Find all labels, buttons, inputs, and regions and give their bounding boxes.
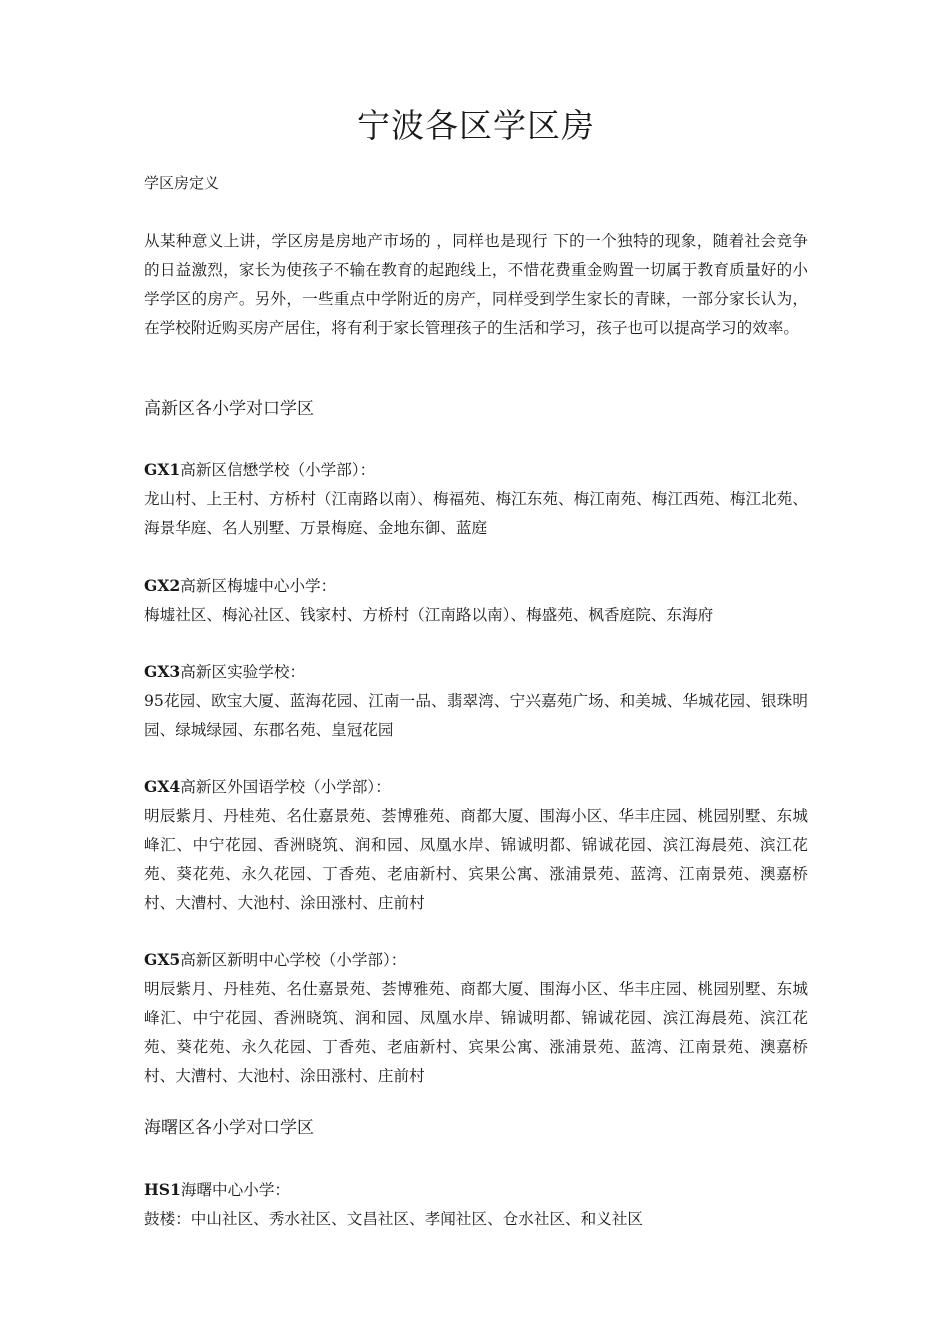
school-code: GX3 xyxy=(144,662,181,681)
school-code: GX4 xyxy=(144,777,181,796)
school-areas: 梅墟社区、梅沁社区、钱家村、方桥村（江南路以南）、梅盛苑、枫香庭院、东海府 xyxy=(144,606,714,624)
school-areas: 鼓楼：中山社区、秀水社区、文昌社区、孝闻社区、仓水社区、和义社区 xyxy=(144,1210,644,1228)
school-code: GX2 xyxy=(144,576,181,595)
school-areas: 龙山村、上王村、方桥村（江南路以南）、梅福苑、梅江东苑、梅江南苑、梅江西苑、梅江北苑、海景华庭、名人别墅、万景梅庭、金地东御、蓝庭 xyxy=(144,490,808,537)
definition-label: 学区房定义 xyxy=(144,174,220,192)
school-name xyxy=(144,657,808,687)
definition-paragraph: 从某种意义上讲，学区房是房地产市场的 ，同样也是现行 下的一个独特的现象，随着社会竞争的日益激烈，家长为使孩子不输在教育的起跑线上，不惜花费重金购置一切属于教育质量好的小学学区的房产。另外，一些重点中学附近的房产，同样受到学生家长的青睐，一部分家长认为，在学校附近购买房产居住，将有利于家长管理孩子的生活和学习，孩子也可以提高学习的效率。 xyxy=(144,232,808,337)
school-areas: 明辰紫月、丹桂苑、名仕嘉景苑、荟博雅苑、商都大厦、围海小区、华丰庄园、桃园别墅、东城峰汇、中宁花园、香洲晓筑、润和园、凤凰水岸、锦诚明都、锦诚花园、滨江海晨苑、滨江花苑、葵花苑、永久花园、丁香苑、老庙新村、宾果公寓、涨浦景苑、蓝湾、江南景苑、澳嘉桥村、大漕村、大池村、涂田涨村、庄前村 xyxy=(144,980,808,1085)
school-areas: 明辰紫月、丹桂苑、名仕嘉景苑、荟博雅苑、商都大厦、围海小区、华丰庄园、桃园别墅、东城峰汇、中宁花园、香洲晓筑、润和园、凤凰水岸、锦诚明都、锦诚花园、滨江海晨苑、滨江花苑、葵花苑、永久花园、丁香苑、老庙新村、宾果公寓、涨浦景苑、蓝湾、江南景苑、澳嘉桥村、大漕村、大池村、涂田涨村、庄前村 xyxy=(144,807,808,912)
school-block-hs1 xyxy=(144,1175,808,1234)
school-block-gx2 xyxy=(144,571,808,630)
school-block-gx5 xyxy=(144,945,808,1091)
school-name xyxy=(144,1175,808,1205)
school-title: 海曙中心小学： xyxy=(180,1181,291,1199)
section-heading-haishu: 海曙区各小学对口学区 xyxy=(144,1118,314,1138)
school-name xyxy=(144,571,808,601)
page-title: 宁波各区学区房 xyxy=(357,106,595,145)
school-name xyxy=(144,772,808,802)
school-title: 高新区外国语学校（小学部）： xyxy=(180,778,391,796)
school-block-gx3 xyxy=(144,657,808,745)
school-title: 高新区实验学校： xyxy=(180,663,306,681)
school-name xyxy=(144,455,808,485)
school-code: HS1 xyxy=(144,1180,181,1199)
school-block-gx4 xyxy=(144,772,808,918)
school-code: GX5 xyxy=(144,950,181,969)
school-title: 高新区梅墟中心小学： xyxy=(180,577,337,595)
school-title: 高新区信懋学校（小学部）： xyxy=(180,461,376,479)
school-title: 高新区新明中心学校（小学部）： xyxy=(180,951,407,969)
school-code: GX1 xyxy=(144,460,181,479)
school-areas: 95花园、欧宝大厦、蓝海花园、江南一品、翡翠湾、宁兴嘉苑广场、和美城、华城花园、银珠明园、绿城绿园、东郡名苑、皇冠花园 xyxy=(144,692,808,739)
school-name xyxy=(144,945,808,975)
section-heading-gaoxin: 高新区各小学对口学区 xyxy=(144,399,314,419)
school-block-gx1 xyxy=(144,455,808,543)
